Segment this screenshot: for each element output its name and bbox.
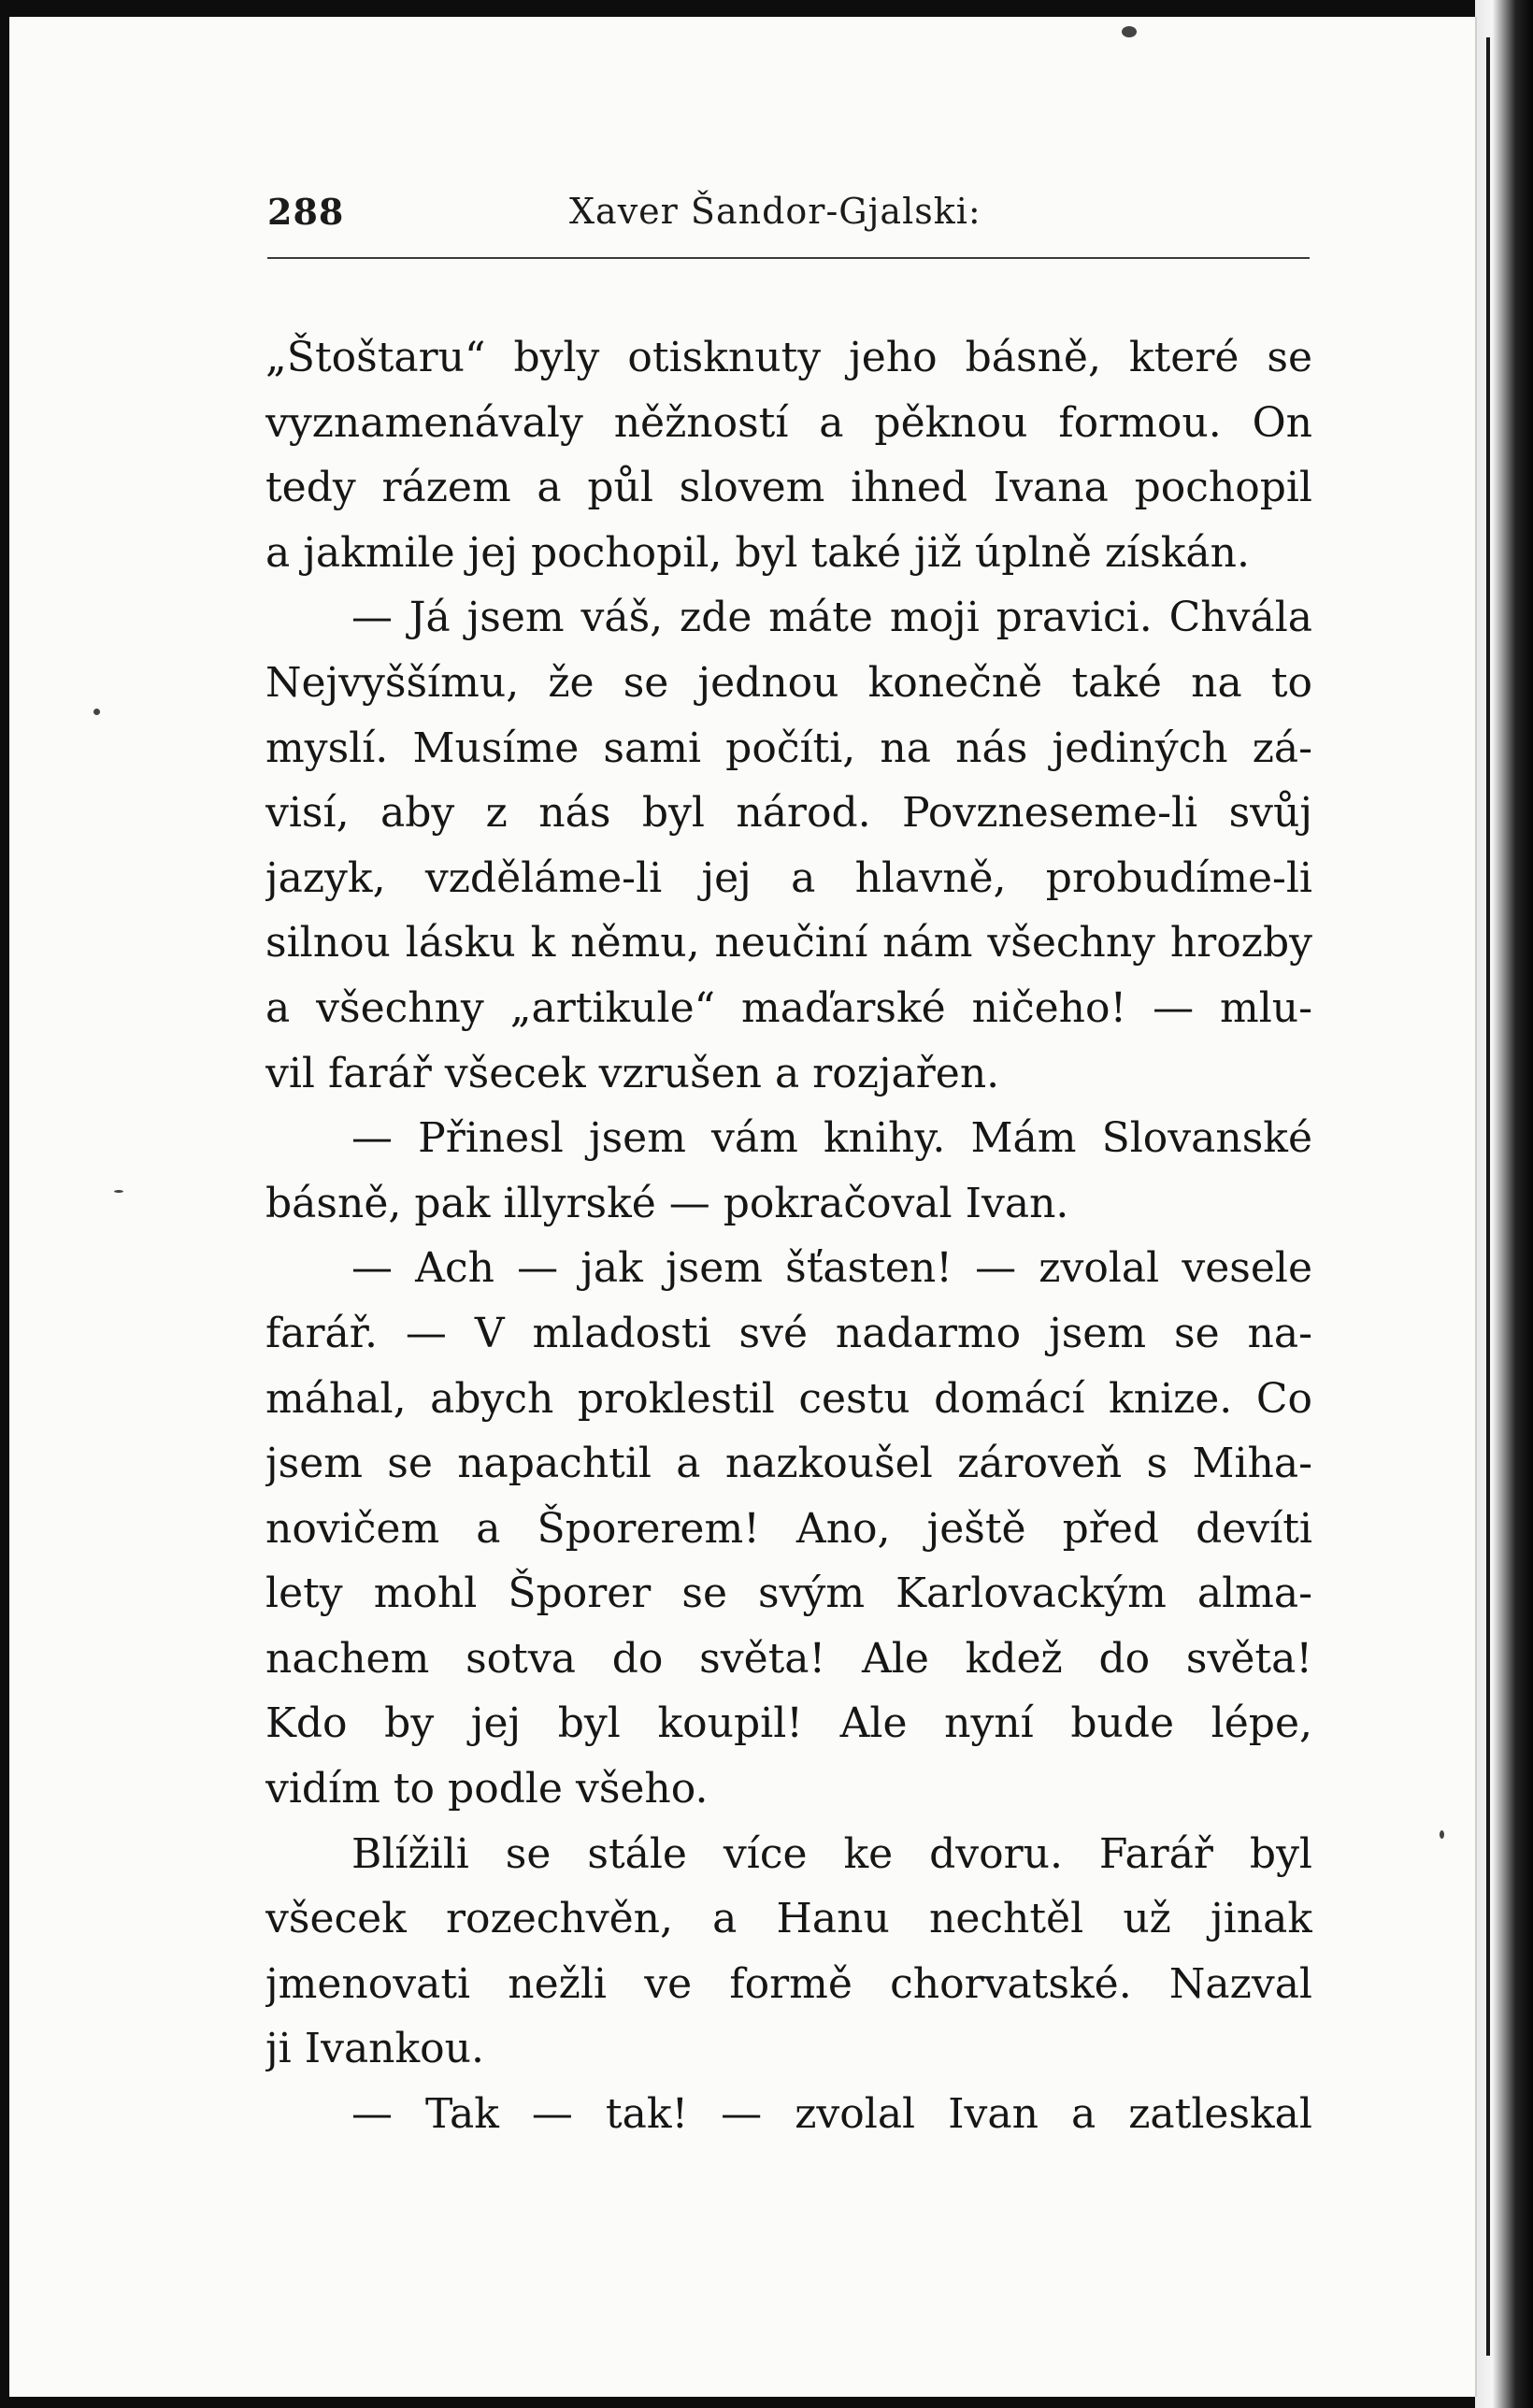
text-line: vyznamenávaly něžností a pěknou formou. On [265,398,1312,447]
page-edge-shadow [1475,0,1533,2408]
running-head [267,191,1305,247]
text-line: jmenovati nežli ve formě chorvatské. Nazval [265,1959,1312,2008]
text-line: tedy rázem a půl slovem ihned Ivana pochopil [265,464,1312,512]
running-head-title: Xaver Šandor-Gjalski: [569,191,981,232]
text-line: „Štoštaru“ byly otisknuty jeho básně, které se [265,334,1312,381]
text-line: všecek rozechvěn, a Hanu nechtěl už jinak [265,1895,1312,1943]
scan-speck [114,1190,123,1193]
page-number: 288 [267,191,345,233]
body-text [265,325,1312,2147]
text-line: jazyk, vzděláme-li jej a hlavně, probudíme-li [265,853,1312,902]
text-line: máhal, abych proklestil cestu domácí knize. Co [265,1374,1312,1423]
scan-speck [93,709,100,715]
text-line: ji Ivankou. [265,2025,484,2073]
scan-speck [1122,26,1137,37]
binding-edge-line [1486,37,1490,2356]
text-line: — Tak — tak! — zvolal Ivan a zatleskal [351,2090,1312,2139]
text-line: vidím to podle všeho. [265,1765,709,1813]
text-line: nachem sotva do světa! Ale kdež do světa! [265,1634,1312,1683]
text-line: vil farář všecek vzrušen a rozjařen. [265,1049,1000,1097]
text-line: Kdo by jej byl koupil! Ale nyní bude lépe, [265,1699,1312,1748]
text-line: Nejvyššímu, že se jednou konečně také na to [265,658,1312,707]
text-line: novičem a Šporerem! Ano, ještě před devíti [265,1504,1312,1553]
text-line: jsem se napachtil a nazkoušel zároveň s Miha- [265,1440,1312,1488]
text-line: silnou lásku k němu, neučiní nám všechny hrozby [265,919,1312,968]
text-line: visí, aby z nás byl národ. Povzneseme-li svůj [265,789,1312,838]
text-line: Blížili se stále více ke dvoru. Farář byl [351,1829,1312,1878]
text-line: — Přinesl jsem vám knihy. Mám Slovanské [351,1114,1312,1163]
text-line: — Já jsem váš, zde máte moji pravici. Chvála [351,594,1312,642]
text-line: farář. — V mladosti své nadarmo jsem se na- [265,1309,1312,1357]
text-line: a všechny „artikule“ maďarské ničeho! — mlu- [265,983,1312,1032]
header-rule [267,257,1310,259]
text-line: lety mohl Šporer se svým Karlovackým alma- [265,1570,1312,1618]
text-line: básně, pak illyrské — pokračoval Ivan. [265,1179,1069,1227]
text-line: a jakmile jej pochopil, byl také již úplně získán. [265,528,1250,577]
scan-speck [1440,1830,1444,1839]
text-line: myslí. Musíme sami počíti, na nás jediných zá- [265,724,1312,772]
text-line: — Ach — jak jsem šťasten! — zvolal vesele [351,1244,1312,1293]
